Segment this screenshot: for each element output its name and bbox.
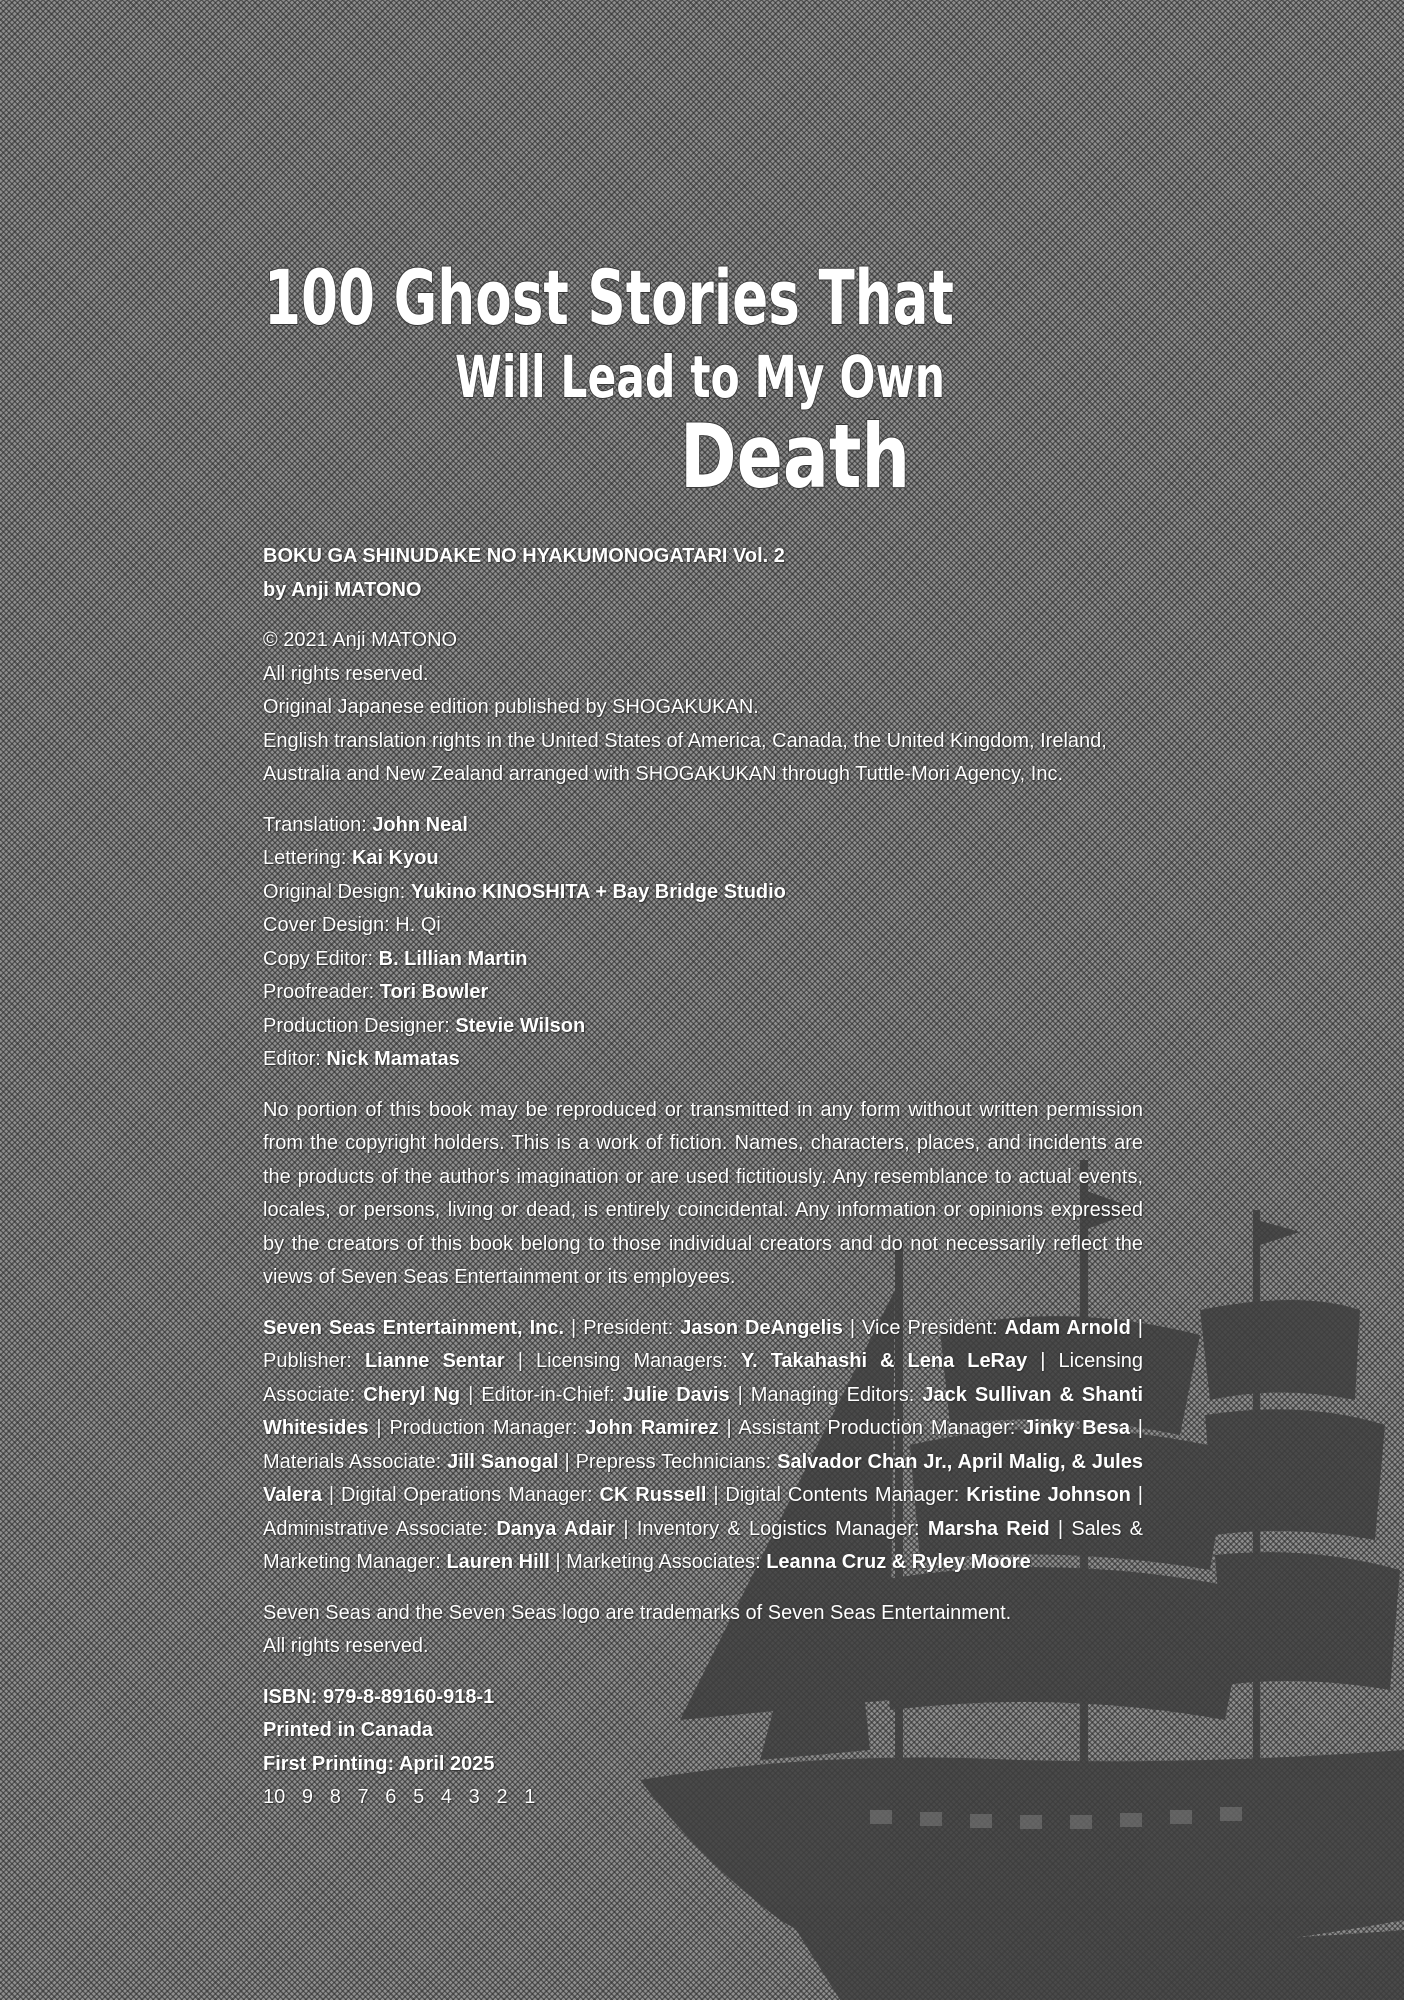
credit-name: Yukino KINOSHITA + Bay Bridge Studio xyxy=(410,880,786,903)
credit-translation xyxy=(263,809,1143,843)
staff-role: Materials Associate: xyxy=(263,1450,442,1473)
staff-role: Licensing Managers: xyxy=(535,1350,728,1372)
staff-name: Adam Arnold xyxy=(1004,1316,1131,1339)
staff-role: Licensing Associate: xyxy=(263,1350,1144,1406)
credit-name: Kai Kyou xyxy=(351,847,439,869)
title-block xyxy=(263,540,1143,607)
credit-original-design xyxy=(263,876,1143,910)
copyright-line: English translation rights in the United States of America, Canada, the United Kingdom, Ireland, xyxy=(263,729,1107,752)
staff-separator: | xyxy=(1130,1316,1143,1339)
credit-role: Production Designer: xyxy=(263,1014,450,1037)
staff-separator: | xyxy=(1130,1484,1143,1506)
first-printing: First Printing: April 2025 xyxy=(263,1752,495,1775)
staff-role: Digital Contents Manager: xyxy=(725,1484,960,1506)
staff-role: Sales & Marketing Manager: xyxy=(263,1517,1143,1573)
logo-line-2: Will Lead to My Own xyxy=(455,343,945,411)
staff-name: Leanna Cruz & Ryley Moore xyxy=(766,1551,1031,1573)
staff-separator: | xyxy=(729,1383,751,1406)
staff-separator: | xyxy=(842,1316,862,1339)
staff-name: Lianne Sentar xyxy=(364,1350,505,1372)
staff-separator: | xyxy=(615,1517,637,1540)
trademark-line: Seven Seas and the Seven Seas logo are trademarks of Seven Seas Entertainment. xyxy=(263,1601,1012,1624)
staff-separator: | xyxy=(549,1551,567,1573)
logo-line-1: 100 Ghost Stories That xyxy=(264,253,954,342)
staff-separator: | xyxy=(504,1350,536,1372)
staff-name: Salvador Chan Jr., April Malig, & Jules Valera xyxy=(263,1450,1143,1506)
staff-role: Prepress Technicians: xyxy=(575,1450,772,1473)
copyright-block xyxy=(263,624,1143,792)
staff-name: Jinky Besa xyxy=(1023,1417,1130,1439)
staff-role: Digital Operations Manager: xyxy=(340,1484,593,1506)
credit-proofreader xyxy=(263,976,1143,1010)
staff-separator: | xyxy=(564,1316,584,1339)
staff-role: Assistant Production Manager: xyxy=(738,1417,1016,1439)
disclaimer: No portion of this book may be reproduced or transmitted in any form without written permission from the copyright holders. This is a work of fiction. Names, characters, places, and incidents are the products of the author's imagination or are used fictitiously. Any resemblance to actual events, locales, or persons, living or dead, is entirely coincidental. Any information or opinions expressed by the creators of this book belong to those individual creators and do not necessarily reflect the views of Seven Seas Entertainment or its employees. xyxy=(263,1098,1143,1288)
trademark-block xyxy=(263,1597,1143,1664)
credit-role: Copy Editor: xyxy=(263,947,374,970)
staff-name: Marsha Reid xyxy=(927,1517,1050,1540)
staff-role: President: xyxy=(583,1316,674,1339)
publisher-staff xyxy=(263,1312,1143,1580)
staff-role: Administrative Associate: xyxy=(263,1517,489,1540)
staff-separator: | xyxy=(706,1484,726,1506)
credits-block xyxy=(263,809,1143,1077)
credit-role: Translation: xyxy=(263,813,367,836)
series-logo xyxy=(260,222,960,508)
credit-production-designer xyxy=(263,1010,1143,1044)
credit-name: Tori Bowler xyxy=(379,981,489,1003)
staff-name: Lauren Hill xyxy=(446,1551,550,1573)
staff-role: Production Manager: xyxy=(389,1417,578,1439)
copyright-line: Australia and New Zealand arranged with SHOGAKUKAN through Tuttle-Mori Agency, Inc. xyxy=(263,763,1064,785)
credit-name: Stevie Wilson xyxy=(455,1014,586,1037)
staff-separator: | xyxy=(1129,1417,1143,1439)
credit-copy-editor xyxy=(263,943,1143,977)
credit-editor xyxy=(263,1043,1143,1077)
original-title: BOKU GA SHINUDAKE NO HYAKUMONOGATARI Vol. 2 xyxy=(263,545,785,567)
staff-separator: | xyxy=(1049,1517,1072,1540)
staff-separator: | xyxy=(321,1484,341,1506)
staff-name: Jason DeAngelis xyxy=(680,1316,843,1339)
printed-in: Printed in Canada xyxy=(263,1719,434,1741)
printing-block xyxy=(263,1681,1143,1815)
credit-lettering xyxy=(263,842,1143,876)
credit-role: Cover Design: xyxy=(263,914,390,936)
staff-separator: | xyxy=(558,1450,576,1473)
copyright-line: Original Japanese edition published by SHOGAKUKAN. xyxy=(263,696,759,718)
credit-role: Proofreader: xyxy=(263,981,375,1003)
staff-role: Marketing Associates: xyxy=(566,1551,761,1573)
staff-role: Vice President: xyxy=(862,1316,998,1339)
staff-role: Managing Editors: xyxy=(750,1383,915,1406)
staff-name: Cheryl Ng xyxy=(363,1383,461,1406)
credit-name: B. Lillian Martin xyxy=(378,947,528,970)
staff-name: Danya Adair xyxy=(496,1517,616,1540)
copyright-page-content xyxy=(263,540,1143,1832)
staff-separator: | xyxy=(368,1417,390,1439)
credit-cover-design xyxy=(263,909,1143,943)
staff-separator: | xyxy=(718,1417,739,1439)
credit-name: John Neal xyxy=(372,813,468,836)
printing-number-line: 10 9 8 7 6 5 4 3 2 1 xyxy=(263,1786,536,1808)
staff-role: Publisher: xyxy=(263,1350,352,1372)
staff-name: Jack Sullivan & Shanti Whitesides xyxy=(263,1383,1144,1439)
credit-name: H. Qi xyxy=(395,914,441,936)
staff-name: Julie Davis xyxy=(622,1383,730,1406)
staff-name: Kristine Johnson xyxy=(966,1484,1131,1506)
credit-name: Nick Mamatas xyxy=(326,1048,460,1070)
byline: by Anji MATONO xyxy=(263,578,422,601)
copyright-line: All rights reserved. xyxy=(263,662,429,685)
staff-separator: | xyxy=(460,1383,482,1406)
credit-role: Original Design: xyxy=(263,880,406,903)
staff-name: John Ramirez xyxy=(585,1417,719,1439)
staff-name: CK Russell xyxy=(599,1484,707,1506)
staff-separator: | xyxy=(1027,1350,1059,1372)
copyright-line: © 2021 Anji MATONO xyxy=(263,629,458,651)
staff-role: Inventory & Logistics Manager: xyxy=(636,1517,920,1540)
isbn: ISBN: 979-8-89160-918-1 xyxy=(263,1685,495,1708)
trademark-line: All rights reserved. xyxy=(263,1635,429,1657)
credit-role: Lettering: xyxy=(263,847,347,869)
staff-name: Jill Sanogal xyxy=(447,1450,559,1473)
staff-name: Seven Seas Entertainment, Inc. xyxy=(263,1316,565,1339)
credit-role: Editor: xyxy=(263,1048,321,1070)
staff-name: Y. Takahashi & Lena LeRay xyxy=(741,1350,1028,1372)
staff-role: Editor-in-Chief: xyxy=(481,1383,615,1406)
logo-line-3: Death xyxy=(680,405,910,508)
